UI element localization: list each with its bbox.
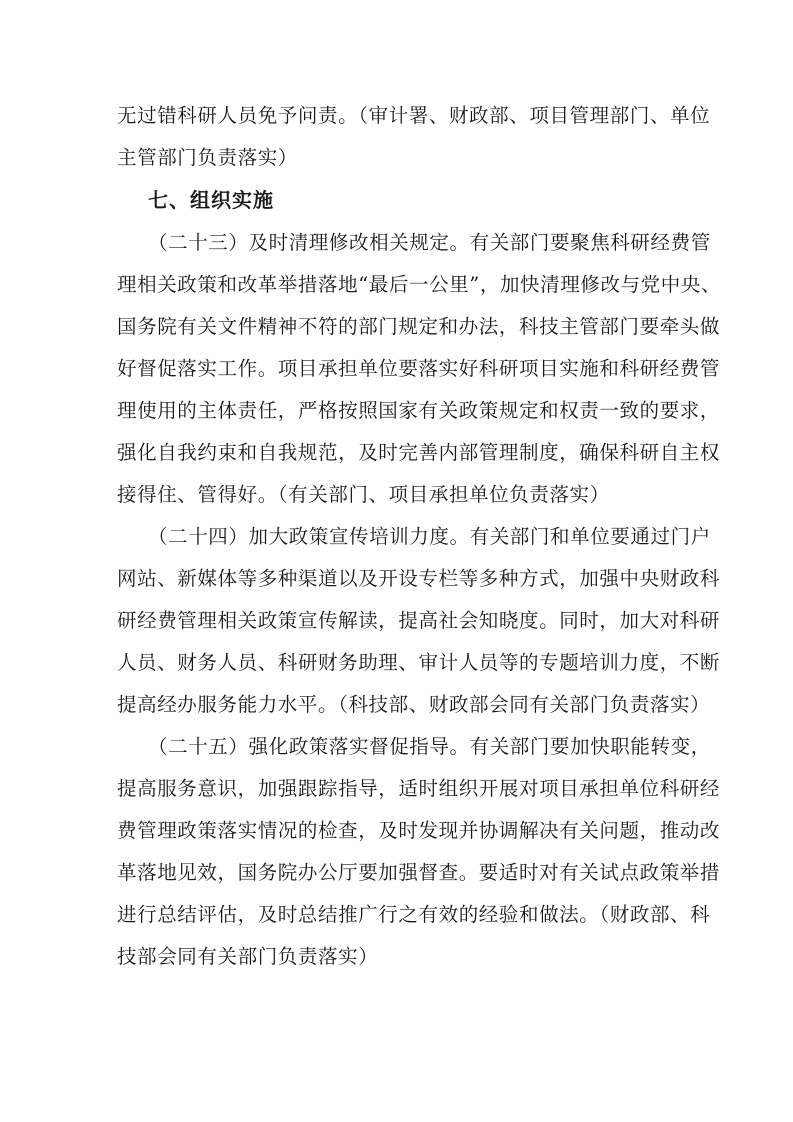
text-line: 提高经办服务能力水平。（科技部、财政部会同有关部门负责落实） bbox=[117, 693, 711, 716]
section-heading: 七、组织实施 bbox=[148, 188, 274, 212]
paragraph-start-line: （二十五）强化政策落实督促指导。有关部门要加快职能转变， bbox=[148, 735, 711, 758]
text-line: 费管理政策落实情况的检查，及时发现并协调解决有关问题，推动改 bbox=[117, 819, 721, 842]
text-line: 好督促落实工作。项目承担单位要落实好科研项目实施和科研经费管 bbox=[117, 357, 721, 380]
text-line: 提高服务意识，加强跟踪指导，适时组织开展对项目承担单位科研经 bbox=[117, 777, 721, 800]
text-line: 研经费管理相关政策宣传解读，提高社会知晓度。同时，加大对科研 bbox=[117, 609, 721, 632]
text-line: 无过错科研人员免予问责。（审计署、财政部、项目管理部门、单位 bbox=[117, 104, 711, 127]
text-line: 国务院有关文件精神不符的部门规定和办法，科技主管部门要牵头做 bbox=[117, 315, 721, 338]
text-line: 理使用的主体责任，严格按照国家有关政策规定和权责一致的要求， bbox=[117, 399, 721, 422]
text-line: 接得住、管得好。（有关部门、项目承担单位负责落实） bbox=[117, 483, 610, 506]
text-line: 进行总结评估，及时总结推广行之有效的经验和做法。（财政部、科 bbox=[117, 903, 711, 926]
text-line: 强化自我约束和自我规范，及时完善内部管理制度，确保科研自主权 bbox=[117, 441, 721, 464]
text-line: 技部会同有关部门负责落实） bbox=[117, 945, 379, 968]
text-line: 革落地见效，国务院办公厅要加强督查。要适时对有关试点政策举措 bbox=[117, 861, 721, 884]
text-line: 理相关政策和改革举措落地“最后一公里”，加快清理修改与党中央、 bbox=[117, 273, 722, 296]
text-line: 主管部门负责落实） bbox=[117, 146, 298, 169]
paragraph-start-line: （二十四）加大政策宣传培训力度。有关部门和单位要通过门户 bbox=[148, 525, 711, 548]
text-line: 网站、新媒体等多种渠道以及开设专栏等多种方式，加强中央财政科 bbox=[117, 567, 721, 590]
text-line: 人员、财务人员、科研财务助理、审计人员等的专题培训力度，不断 bbox=[117, 651, 721, 674]
paragraph-start-line: （二十三）及时清理修改相关规定。有关部门要聚焦科研经费管 bbox=[148, 231, 711, 254]
